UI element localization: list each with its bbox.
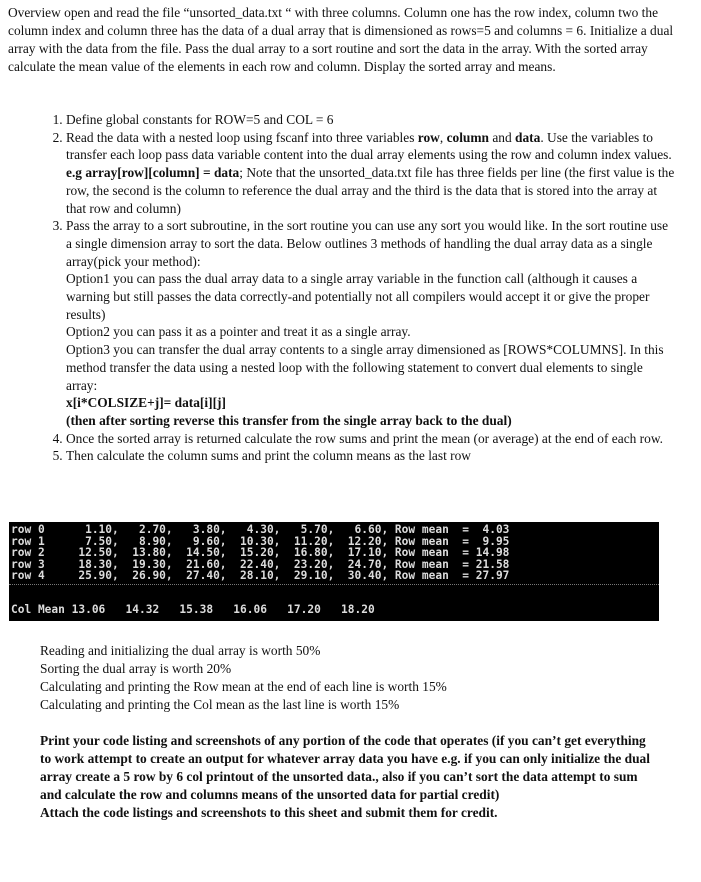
step-3 bbox=[66, 217, 676, 429]
terminal-row: row 0 1.10, 2.70, 3.80, 4.30, 5.70, 6.60, Row mean = 4.03 bbox=[11, 523, 510, 536]
option-3: Option3 you can transfer the dual array contents to a single array dimensioned as [ROWS*COLUMNS]. In this method transfer the data using a nested loop with the following statement to convert dual elements to single array: bbox=[66, 342, 664, 393]
terminal-row: row 2 12.50, 13.80, 14.50, 15.20, 16.80, 17.10, Row mean = 14.98 bbox=[11, 546, 510, 560]
step-2 bbox=[66, 129, 676, 218]
step-5: 5. Then calculate the column sums and print the column means as the last row bbox=[66, 447, 676, 465]
terminal-row: row 4 25.90, 26.90, 27.40, 28.10, 29.10, 30.40, Row mean = 27.97 bbox=[11, 569, 510, 583]
terminal-row: row 3 18.30, 19.30, 21.60, 22.40, 23.20, 24.70, Row mean = 21.58 bbox=[11, 557, 510, 571]
attach-instructions: Attach the code listings and screenshots to this sheet and submit them for credit. bbox=[40, 805, 498, 820]
grading-item: Sorting the dual array is worth 20% bbox=[40, 661, 232, 676]
sep-2: and bbox=[488, 129, 516, 145]
sep-1: , bbox=[439, 129, 447, 145]
option-1: Option1 you can pass the dual array data to a single array variable in the function call (although it causes a warning but still passes the data correctly-and potentially not all compilers would accept it or give the proper results) bbox=[66, 271, 650, 322]
grading-item: Calculating and printing the Row mean at the end of each line is worth 15% bbox=[40, 679, 447, 694]
var-column: column bbox=[446, 129, 489, 145]
grading-item: Calculating and printing the Col mean as the last line is worth 15% bbox=[40, 697, 400, 712]
print-instructions: Print your code listing and screenshots of any portion of the code that operates (if you can’t get everything to work attempt to create an output for whatever array data you have e.g. if you can only initialize the dual array create a 5 row by 6 col printout of the unsorted data., also if you can’t sort the data attempt to sum and calculate the row and columns means of the unsorted data for partial credit) bbox=[40, 733, 650, 802]
overview-paragraph: Overview open and read the file “unsorted_data.txt “ with three columns. Column one has the row index, column two the column index and column three has the data of a dual array that is dimensioned as rows=5 and columns = 6. Initialize a dual array with the data from the file. Pass the dual array to a sort routine and sort the data in the array. With the sorted array calculate the mean value of the elements in each row and column. Display the sorted array and means. bbox=[8, 5, 674, 74]
step-4: 4. Once the sorted array is returned calculate the row sums and print the mean (or average) at the end of each row. bbox=[66, 430, 676, 448]
step-2-text: Read the data with a nested loop using fscanf into three variables bbox=[66, 129, 418, 145]
terminal-divider bbox=[9, 584, 659, 586]
step-3-text: Pass the array to a sort subroutine, in the sort routine you can use any sort you would like. In the sort routine use a single dimension array to sort the data. Below outlines 3 methods of handling the dual array data as a single array(pick your method): bbox=[66, 218, 669, 269]
grading-list bbox=[40, 642, 660, 714]
terminal-col-mean: Col Mean 13.06 14.32 15.38 16.06 17.20 18.20 bbox=[11, 603, 375, 616]
var-row: row bbox=[417, 129, 440, 145]
step-1: 1. Define global constants for ROW=5 and COL = 6 bbox=[66, 111, 676, 129]
var-data: data bbox=[515, 129, 541, 145]
steps-list bbox=[40, 111, 676, 465]
terminal-output bbox=[9, 522, 659, 621]
submission-instructions bbox=[40, 732, 660, 822]
step-2-text-2: . Use the variables to transfer each loop pass data variable content into the dual array elements using the row and column index values. bbox=[66, 129, 672, 163]
grading-item: Reading and initializing the dual array is worth 50% bbox=[40, 643, 321, 658]
option-2: Option2 you can pass it as a pointer and treat it as a single array. bbox=[66, 324, 411, 340]
conversion-statement: x[i*COLSIZE+j]= data[i][j] bbox=[66, 395, 226, 411]
terminal-row: row 1 7.50, 8.90, 9.60, 10.30, 11.20, 12.20, Row mean = 9.95 bbox=[11, 534, 510, 548]
example-statement: e.g array[row][column] = data bbox=[66, 165, 240, 181]
reverse-note: (then after sorting reverse this transfer from the single array back to the dual) bbox=[66, 412, 512, 428]
step-2-note: ; Note that the unsorted_data.txt file has three fields per line (the first value is the row, the second is the column to reference the dual array and the third is the data that is stored into the array at that row and column) bbox=[66, 165, 675, 216]
